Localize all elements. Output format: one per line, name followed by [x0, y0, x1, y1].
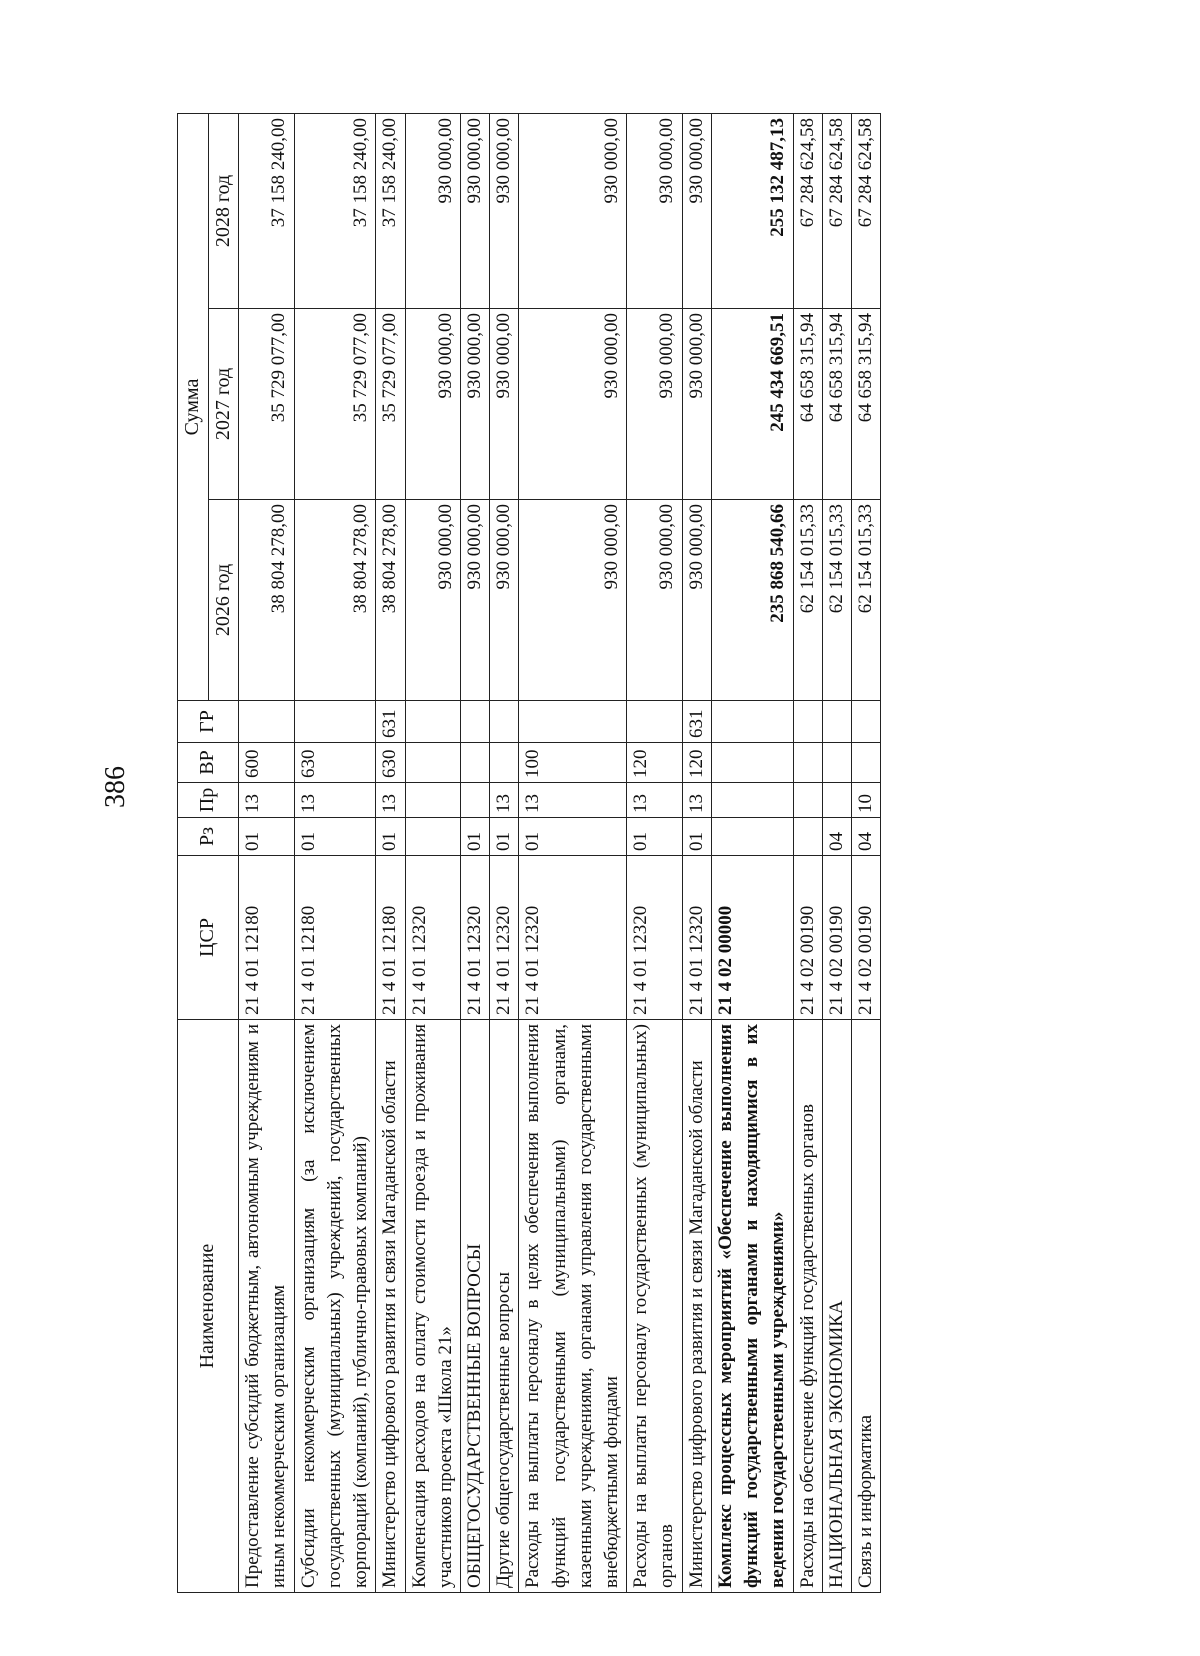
vr-cell	[711, 743, 793, 783]
rz-cell: 04	[822, 818, 851, 856]
gr-cell	[711, 701, 793, 743]
table-row	[239, 113, 294, 1592]
header-gr: ГР	[178, 701, 239, 743]
gr-cell: 631	[376, 701, 405, 743]
amount-2027-cell: 245 434 669,51	[711, 309, 793, 500]
gr-cell	[239, 701, 294, 743]
pr-cell	[405, 783, 460, 818]
vr-cell: 600	[239, 743, 294, 783]
amount-2026-cell: 930 000,00	[405, 500, 460, 701]
amount-2027-cell: 930 000,00	[405, 309, 460, 500]
gr-cell: 631	[682, 701, 711, 743]
rz-cell	[793, 818, 822, 856]
table-row	[405, 113, 460, 1592]
name-cell: НАЦИОНАЛЬНАЯ ЭКОНОМИКА	[822, 1020, 851, 1593]
rz-cell: 01	[239, 818, 294, 856]
pr-cell: 13	[376, 783, 405, 818]
csr-cell: 21 4 01 12320	[519, 856, 627, 1020]
csr-cell: 21 4 02 00190	[822, 856, 851, 1020]
table-row	[627, 113, 682, 1592]
gr-cell	[627, 701, 682, 743]
pr-cell: 13	[239, 783, 294, 818]
gr-cell	[405, 701, 460, 743]
header-sum: Сумма	[178, 113, 209, 700]
header-2028: 2028 год	[208, 113, 239, 308]
amount-2027-cell: 930 000,00	[682, 309, 711, 500]
vr-cell	[793, 743, 822, 783]
csr-cell: 21 4 01 12180	[294, 856, 376, 1020]
amount-2027-cell: 64 658 315,94	[822, 309, 851, 500]
header-vr: ВР	[178, 743, 239, 783]
pr-cell: 13	[294, 783, 376, 818]
amount-2026-cell: 930 000,00	[627, 500, 682, 701]
amount-2028-cell: 37 158 240,00	[376, 113, 405, 308]
amount-2026-cell: 930 000,00	[490, 500, 519, 701]
vr-cell	[822, 743, 851, 783]
vr-cell	[852, 743, 881, 783]
rz-cell: 01	[490, 818, 519, 856]
name-cell: Министерство цифрового развития и связи Магаданской области	[376, 1020, 405, 1593]
amount-2028-cell: 930 000,00	[627, 113, 682, 308]
amount-2028-cell: 930 000,00	[519, 113, 627, 308]
budget-table	[177, 113, 881, 1593]
header-csr: ЦСР	[178, 856, 239, 1020]
rz-cell: 01	[519, 818, 627, 856]
pr-cell: 13	[490, 783, 519, 818]
amount-2027-cell: 930 000,00	[490, 309, 519, 500]
gr-cell	[490, 701, 519, 743]
name-cell: Другие общегосударственные вопросы	[490, 1020, 519, 1593]
vr-cell	[405, 743, 460, 783]
rz-cell: 01	[376, 818, 405, 856]
csr-cell: 21 4 02 00190	[793, 856, 822, 1020]
pr-cell: 10	[852, 783, 881, 818]
name-cell: Министерство цифрового развития и связи Магаданской области	[682, 1020, 711, 1593]
amount-2028-cell: 930 000,00	[405, 113, 460, 308]
header-2027: 2027 год	[208, 309, 239, 500]
table-row	[682, 113, 711, 1592]
pr-cell	[460, 783, 489, 818]
amount-2027-cell: 35 729 077,00	[294, 309, 376, 500]
amount-2026-cell: 930 000,00	[519, 500, 627, 701]
amount-2027-cell: 35 729 077,00	[239, 309, 294, 500]
amount-2027-cell: 930 000,00	[627, 309, 682, 500]
amount-2027-cell: 64 658 315,94	[793, 309, 822, 500]
table-row	[711, 113, 793, 1592]
csr-cell: 21 4 01 12320	[627, 856, 682, 1020]
csr-cell: 21 4 01 12180	[376, 856, 405, 1020]
pr-cell	[822, 783, 851, 818]
amount-2026-cell: 930 000,00	[460, 500, 489, 701]
vr-cell	[490, 743, 519, 783]
vr-cell	[460, 743, 489, 783]
rz-cell: 01	[627, 818, 682, 856]
amount-2028-cell: 37 158 240,00	[294, 113, 376, 308]
amount-2028-cell: 67 284 624,58	[793, 113, 822, 308]
table-body	[239, 113, 881, 1592]
header-name: Наименование	[178, 1020, 239, 1593]
csr-cell: 21 4 02 00000	[711, 856, 793, 1020]
amount-2027-cell: 64 658 315,94	[852, 309, 881, 500]
gr-cell	[852, 701, 881, 743]
amount-2027-cell: 35 729 077,00	[376, 309, 405, 500]
gr-cell	[822, 701, 851, 743]
rz-cell	[711, 818, 793, 856]
vr-cell: 120	[682, 743, 711, 783]
table-row	[822, 113, 851, 1592]
csr-cell: 21 4 01 12320	[405, 856, 460, 1020]
table-row	[294, 113, 376, 1592]
rz-cell	[405, 818, 460, 856]
name-cell: Расходы на выплаты персоналу в целях обеспечения выполнения функций государственными (муниципальными) органами, казенными учреждениями, органами управления государственными внебюджетными фондами	[519, 1020, 627, 1593]
csr-cell: 21 4 01 12180	[239, 856, 294, 1020]
name-cell: Комплекс процессных мероприятий «Обеспечение выполнения функций государственными органами и находящимися в их ведении государственными учреждениями»	[711, 1020, 793, 1593]
name-cell: Предоставление субсидий бюджетным, автономным учреждениям и иным некоммерческим организациям	[239, 1020, 294, 1593]
vr-cell: 630	[294, 743, 376, 783]
amount-2028-cell: 930 000,00	[682, 113, 711, 308]
rz-cell: 01	[682, 818, 711, 856]
csr-cell: 21 4 01 12320	[682, 856, 711, 1020]
header-pr: Пр	[178, 783, 239, 818]
name-cell: Расходы на обеспечение функций государственных органов	[793, 1020, 822, 1593]
name-cell: Субсидии некоммерческим организациям (за исключением государственных (муниципальных) учреждений, государственных корпораций (компаний), публично-правовых компаний)	[294, 1020, 376, 1593]
table-row	[376, 113, 405, 1592]
name-cell: ОБЩЕГОСУДАРСТВЕННЫЕ ВОПРОСЫ	[460, 1020, 489, 1593]
amount-2026-cell: 930 000,00	[682, 500, 711, 701]
amount-2026-cell: 38 804 278,00	[294, 500, 376, 701]
pr-cell: 13	[682, 783, 711, 818]
table-row	[490, 113, 519, 1592]
amount-2028-cell: 930 000,00	[460, 113, 489, 308]
pr-cell	[711, 783, 793, 818]
pr-cell	[793, 783, 822, 818]
budget-table-container	[177, 114, 1037, 1593]
table-row	[460, 113, 489, 1592]
amount-2026-cell: 38 804 278,00	[239, 500, 294, 701]
header-rz: Рз	[178, 818, 239, 856]
amount-2026-cell: 62 154 015,33	[793, 500, 822, 701]
pr-cell: 13	[519, 783, 627, 818]
name-cell: Расходы на выплаты персоналу государственных (муниципальных) органов	[627, 1020, 682, 1593]
rz-cell: 04	[852, 818, 881, 856]
csr-cell: 21 4 01 12320	[490, 856, 519, 1020]
pr-cell: 13	[627, 783, 682, 818]
vr-cell: 630	[376, 743, 405, 783]
amount-2026-cell: 38 804 278,00	[376, 500, 405, 701]
table-row	[519, 113, 627, 1592]
name-cell: Компенсация расходов на оплату стоимости проезда и проживания участников проекта «Школа 21»	[405, 1020, 460, 1593]
amount-2026-cell: 235 868 540,66	[711, 500, 793, 701]
rz-cell: 01	[294, 818, 376, 856]
table-row	[793, 113, 822, 1592]
amount-2028-cell: 255 132 487,13	[711, 113, 793, 308]
amount-2027-cell: 930 000,00	[519, 309, 627, 500]
amount-2026-cell: 62 154 015,33	[822, 500, 851, 701]
amount-2027-cell: 930 000,00	[460, 309, 489, 500]
page-number: 386	[100, 766, 131, 808]
rz-cell: 01	[460, 818, 489, 856]
csr-cell: 21 4 01 12320	[460, 856, 489, 1020]
vr-cell: 100	[519, 743, 627, 783]
amount-2028-cell: 37 158 240,00	[239, 113, 294, 308]
gr-cell	[460, 701, 489, 743]
gr-cell	[793, 701, 822, 743]
gr-cell	[519, 701, 627, 743]
amount-2028-cell: 67 284 624,58	[822, 113, 851, 308]
vr-cell: 120	[627, 743, 682, 783]
amount-2026-cell: 62 154 015,33	[852, 500, 881, 701]
header-2026: 2026 год	[208, 500, 239, 701]
amount-2028-cell: 930 000,00	[490, 113, 519, 308]
name-cell: Связь и информатика	[852, 1020, 881, 1593]
amount-2028-cell: 67 284 624,58	[852, 113, 881, 308]
csr-cell: 21 4 02 00190	[852, 856, 881, 1020]
table-row	[852, 113, 881, 1592]
gr-cell	[294, 701, 376, 743]
table-header	[178, 113, 239, 1592]
